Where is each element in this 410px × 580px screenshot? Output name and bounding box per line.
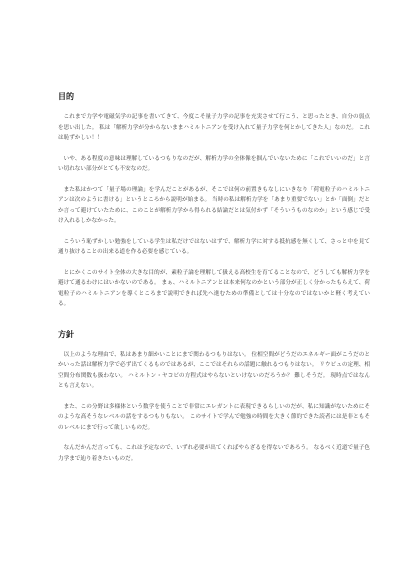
- paragraph: なんだかんだ言っても、これは予定なので、いずれ必要が出てくればやらざるを得ないであろう。 なるべく近道で量子色力学まで辿り着きたいものだ。: [58, 445, 370, 462]
- paragraph: また、この分野は多様体という数学を使うことで非常にエレガントに表現できるらしいのだが、私に知識がないためにそのような高そうなレベルの話をするつもりもない。 このサイトで学んで勉強の時間を大きく節約できた読者には是非ともそのレベルにまで行って欲しいものだ。: [58, 403, 370, 431]
- paragraph: とにかくこのサイト全体の大きな目的が、素粒子論を理解して扱える高校生を育てることなので、どうしても解析力学を避けて通るわけにはいかないのである。 まぁ、ハミルトニアンとは本来何なのかという部分が正しく分かったもらえて、荷電粒子のハミルトニアンを導くところまで説明できれば先へ進むための準備としては十分なのではないかと軽く考えている。: [58, 269, 370, 307]
- paragraph: また私はかつて「量子場の理論」を学んだことがあるが、そこでは何の前置きもなしにいきなり「荷電粒子のハミルトニアンは次のように書ける」というところから説明が始まる。 当時の私は解析力学を「あまり重要でない」とか「面倒」だとか言って避けていたために、このことが解析力学から得られる結論だとは気付かず「そういうものなのか」という感じで受け入れるしかなかった。: [58, 186, 370, 224]
- section-heading-policy: 方針: [58, 329, 74, 339]
- section-policy: [58, 330, 370, 465]
- paragraph: いや、ある程度の意味は理解しているつもりなのだが、解析力学の全体像を掴んでいないために「これでいいのだ」と言い切れない部分がとても不安なのだ。: [58, 155, 370, 172]
- section-purpose: [58, 92, 370, 310]
- section-heading-purpose: 目的: [58, 92, 74, 101]
- paragraph: こういう恥ずかしい勉強をしている学生は私だけではないはずで、解析力学に対する抵抗感を無くして、さっと中を見て通り抜けることの出来る道を作る必要を感じている。: [58, 238, 370, 255]
- paragraph: これまで力学や電磁気学の記事を書いてきて、今度こそ量子力学の記事を充実させて行こう、と思ったとき、自分の弱点を思い出した。 私は「解析力学が分からないままハミルトニアンを受け入れて量子力学を何とかしてきた人」なのだ。 これは恥ずかしい！！: [58, 114, 370, 141]
- paragraph: 以上のような理由で、私はあまり細かいことにまで関わるつもりはない。 位相空間がどうだのエネルギー面がこうだのとかいった話は解析力学で必ず出てくるものではあるが、ここではそれらの話題に触れるつもりはない。 リウビュの定理、相空間分布関数も扱わない。 ハミルトン・ヤコビの方程式はやらないといけないのだろうか？ 難しそうだ。 現時点ではなんとも言えない。: [58, 351, 370, 389]
